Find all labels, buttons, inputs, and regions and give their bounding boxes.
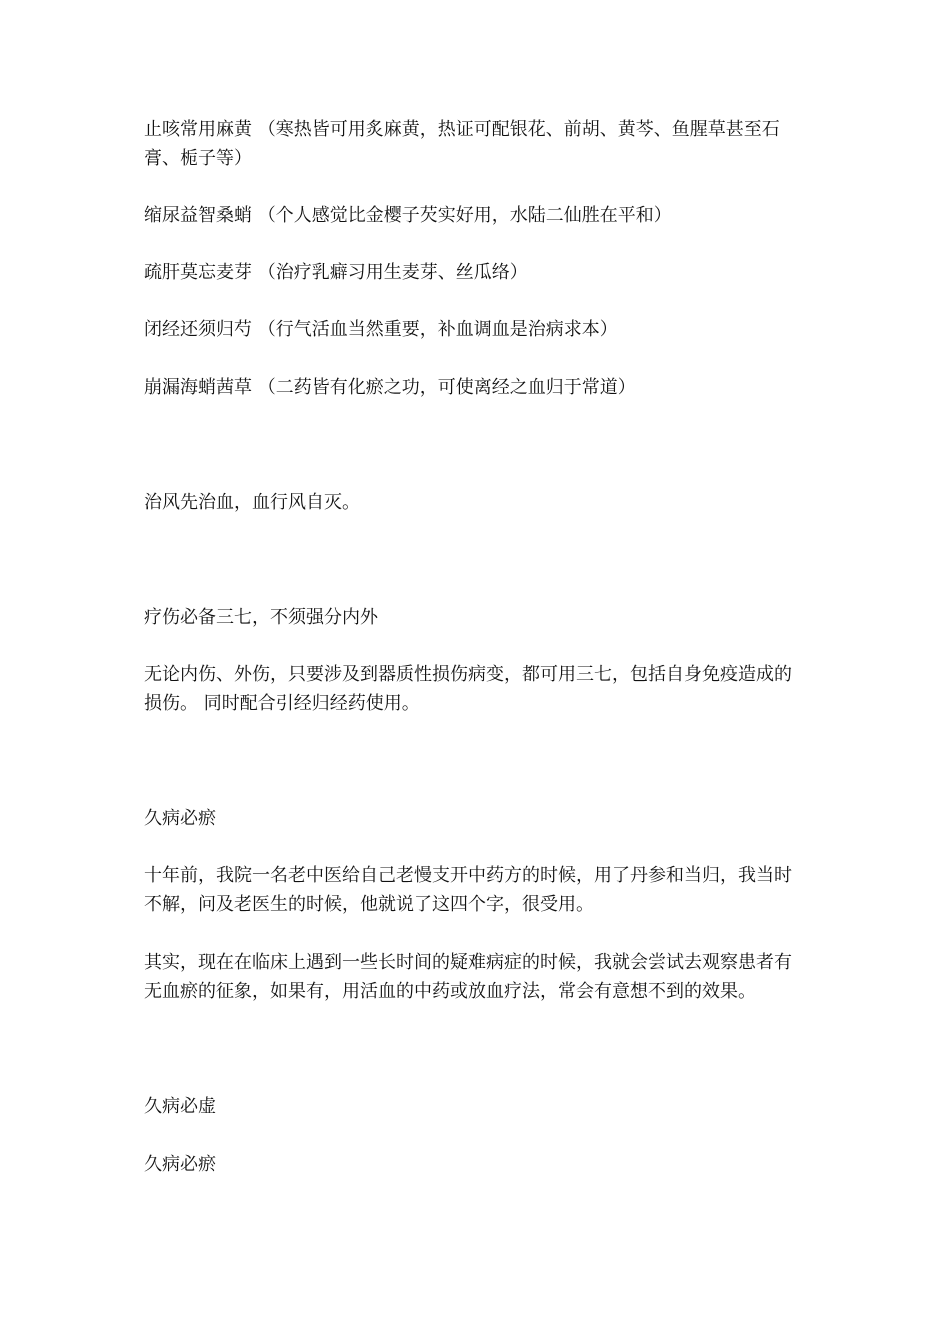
paragraph-cough-mahuang: 止咳常用麻黄 （寒热皆可用炙麻黄，热证可配银花、前胡、黄芩、鱼腥草甚至石膏、栀子等） <box>144 119 780 169</box>
paragraph-amenorrhea-guishao: 闭经还须归芍 （行气活血当然重要，补血调血是治病求本） <box>144 319 618 340</box>
heading-chronic-deficiency: 久病必虚 <box>144 1096 216 1117</box>
paragraph-urine-yizhi: 缩尿益智桑蛸 （个人感觉比金樱子芡实好用，水陆二仙胜在平和） <box>144 205 672 226</box>
paragraph-liver-maiya: 疏肝莫忘麦芽 （治疗乳癖习用生麦芽、丝瓜络） <box>144 262 528 283</box>
paragraph-sanqi-detail: 无论内伤、外伤，只要涉及到器质性损伤病变，都可用三七，包括自身免疫造成的损伤。 同时配合引经归经药使用。 <box>144 664 792 714</box>
heading-chronic-stasis-repeat: 久病必瘀 <box>144 1154 216 1175</box>
heading-chronic-stasis: 久病必瘀 <box>144 808 216 829</box>
paragraph-chronic-practice: 其实，现在在临床上遇到一些长时间的疑难病症的时候，我就会尝试去观察患者有无血瘀的征象，如果有，用活血的中药或放血疗法，常会有意想不到的效果。 <box>144 952 792 1002</box>
heading-sanqi: 疗伤必备三七，不须强分内外 <box>144 607 378 628</box>
paragraph-chronic-story: 十年前，我院一名老中医给自己老慢支开中药方的时候，用了丹参和当归，我当时不解，问及老医生的时候，他就说了这四个字，很受用。 <box>144 865 792 915</box>
paragraph-bleeding-haixiao: 崩漏海蛸茜草 （二药皆有化瘀之功，可使离经之血归于常道） <box>144 377 636 398</box>
paragraph-wind-blood: 治风先治血，血行风自灭。 <box>144 492 360 513</box>
